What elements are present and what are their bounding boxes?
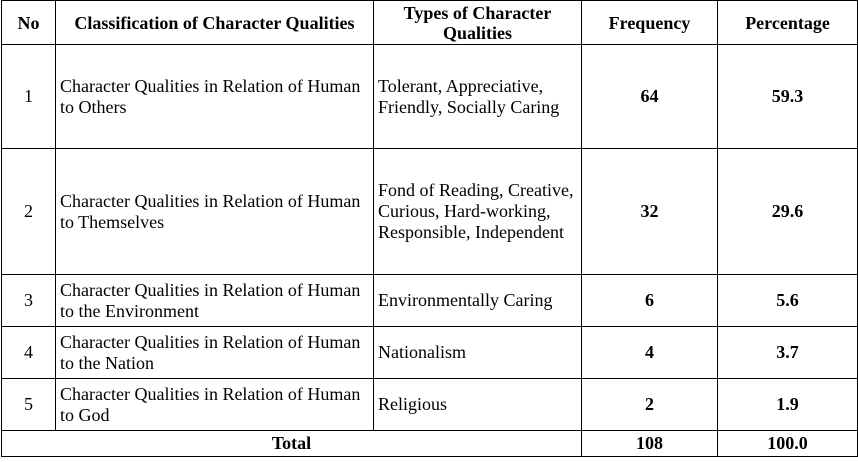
frequency-cell: 32 xyxy=(582,149,718,275)
frequency-cell: 2 xyxy=(582,379,718,431)
header-types: Types of Character Qualities xyxy=(374,1,582,45)
frequency-cell: 6 xyxy=(582,275,718,327)
classification-cell: Character Qualities in Relation of Human to Themselves xyxy=(56,149,374,275)
total-frequency: 108 xyxy=(582,431,718,457)
header-frequency: Frequency xyxy=(582,1,718,45)
table-row xyxy=(2,45,858,149)
header-row xyxy=(2,1,858,45)
percentage-cell: 3.7 xyxy=(718,327,858,379)
frequency-cell: 4 xyxy=(582,327,718,379)
frequency-cell: 64 xyxy=(582,45,718,149)
table-row xyxy=(2,379,858,431)
row-number: 5 xyxy=(2,379,56,431)
types-cell: Tolerant, Appreciative, Friendly, Socially Caring xyxy=(374,45,582,149)
types-cell: Nationalism xyxy=(374,327,582,379)
types-cell: Religious xyxy=(374,379,582,431)
header-percentage: Percentage xyxy=(718,1,858,45)
classification-cell: Character Qualities in Relation of Human to the Environment xyxy=(56,275,374,327)
character-qualities-table xyxy=(1,0,858,457)
total-row xyxy=(2,431,858,457)
percentage-cell: 29.6 xyxy=(718,149,858,275)
header-classification: Classification of Character Qualities xyxy=(56,1,374,45)
row-number: 1 xyxy=(2,45,56,149)
types-cell: Fond of Reading, Creative, Curious, Hard-working, Responsible, Independent xyxy=(374,149,582,275)
percentage-cell: 1.9 xyxy=(718,379,858,431)
classification-cell: Character Qualities in Relation of Human to Others xyxy=(56,45,374,149)
header-no: No xyxy=(2,1,56,45)
row-number: 4 xyxy=(2,327,56,379)
total-percentage: 100.0 xyxy=(718,431,858,457)
percentage-cell: 59.3 xyxy=(718,45,858,149)
row-number: 3 xyxy=(2,275,56,327)
table-row xyxy=(2,327,858,379)
classification-cell: Character Qualities in Relation of Human to God xyxy=(56,379,374,431)
percentage-cell: 5.6 xyxy=(718,275,858,327)
table-row xyxy=(2,275,858,327)
classification-cell: Character Qualities in Relation of Human to the Nation xyxy=(56,327,374,379)
row-number: 2 xyxy=(2,149,56,275)
types-cell: Environmentally Caring xyxy=(374,275,582,327)
total-label: Total xyxy=(2,431,582,457)
table-row xyxy=(2,149,858,275)
